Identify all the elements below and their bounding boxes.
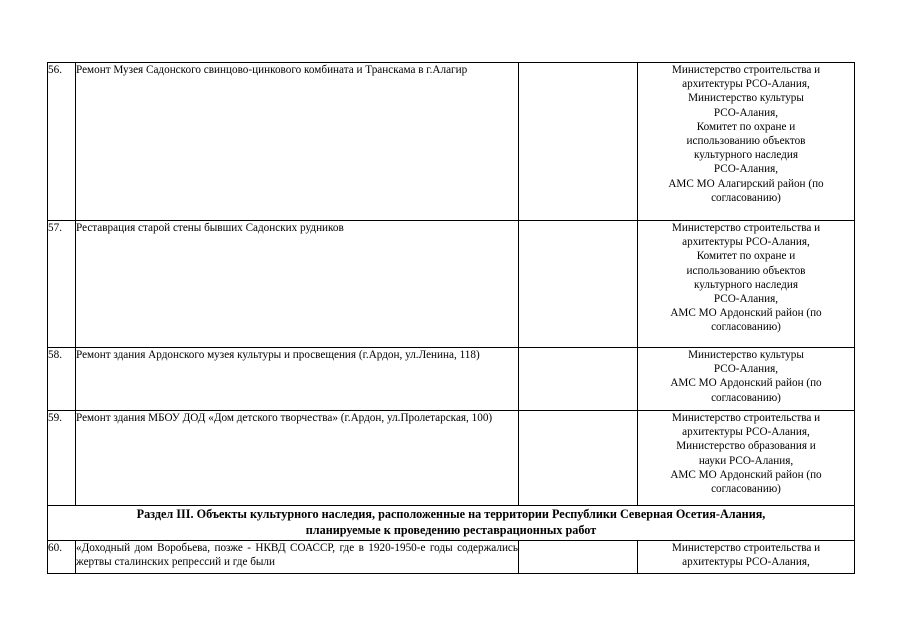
- empty-cell: [519, 541, 638, 574]
- empty-cell: [519, 348, 638, 411]
- section-title-line: планируемые к проведению реставрационных работ: [305, 522, 597, 537]
- table-row: [48, 411, 855, 506]
- responsible-cell: [638, 221, 855, 348]
- row-number: 57.: [48, 221, 76, 348]
- responsible-line: культурного наследия: [694, 278, 798, 291]
- responsible-line: Министерство строительства и: [671, 412, 821, 424]
- responsible-line: использованию объектов: [686, 264, 806, 277]
- responsible-cell: [638, 348, 855, 411]
- responsible-line: Министерство культуры: [688, 349, 804, 361]
- responsible-line: Министерство строительства и: [671, 222, 821, 234]
- row-number: 58.: [48, 348, 76, 411]
- responsible-line: АМС МО Ардонский район (по: [670, 377, 822, 390]
- responsible-line: согласованию): [711, 321, 781, 334]
- section-title-line: Раздел III. Объекты культурного наследия, расположенные на территории Республики Северная Осетия-Алания,: [136, 507, 766, 521]
- object-name: Ремонт Музея Садонского свинцово-цинкового комбината и Транскама в г.Алагир: [76, 63, 519, 221]
- responsible-line: культурного наследия: [694, 149, 798, 162]
- responsible-line: использованию объектов: [686, 135, 806, 148]
- empty-cell: [519, 411, 638, 506]
- responsible-line: Комитет по охране и: [696, 120, 796, 133]
- document-table: [47, 62, 855, 574]
- section-header-row: [48, 506, 855, 541]
- responsible-line: согласованию): [711, 391, 781, 404]
- responsible-line: РСО-Алания,: [713, 293, 779, 306]
- responsible-line: АМС МО Ардонский район (по: [670, 468, 822, 481]
- responsible-line: науки РСО-Алания,: [698, 454, 794, 467]
- empty-cell: [519, 221, 638, 348]
- responsible-cell: [638, 541, 855, 574]
- object-name: «Доходный дом Воробьева, позже - НКВД СОАССР, где в 1920-1950-е годы содержались жертвы сталинских репрессий и где были: [76, 541, 519, 574]
- responsible-line: архитектуры РСО-Алания,: [682, 236, 810, 249]
- responsible-line: Министерство строительства и: [671, 64, 821, 76]
- table-row: [48, 541, 855, 574]
- section-header: [48, 506, 855, 541]
- responsible-line: Комитет по охране и: [696, 250, 796, 263]
- object-name: Реставрация старой стены бывших Садонских рудников: [76, 221, 519, 348]
- empty-cell: [519, 63, 638, 221]
- responsible-cell: [638, 411, 855, 506]
- responsible-line: согласованию): [711, 191, 781, 204]
- responsible-line: согласованию): [711, 483, 781, 496]
- object-name: Ремонт здания Ардонского музея культуры и просвещения (г.Ардон, ул.Ленина, 118): [76, 348, 519, 411]
- responsible-line: архитектуры РСО-Алания,: [682, 426, 810, 439]
- table-row: [48, 221, 855, 348]
- row-number: 60.: [48, 541, 76, 574]
- object-name: Ремонт здания МБОУ ДОД «Дом детского творчества» (г.Ардон, ул.Пролетарская, 100): [76, 411, 519, 506]
- responsible-line: РСО-Алания,: [713, 163, 779, 176]
- table-row: [48, 63, 855, 221]
- responsible-line: РСО-Алания,: [713, 106, 779, 119]
- responsible-line: архитектуры РСО-Алания,: [682, 556, 810, 569]
- responsible-line: Министерство культуры: [688, 92, 804, 105]
- responsible-line: АМС МО Алагирский район (по: [668, 177, 824, 190]
- responsible-line: Министерство образования и: [676, 440, 816, 453]
- responsible-line: Министерство строительства и: [671, 542, 821, 554]
- table-row: [48, 348, 855, 411]
- responsible-line: архитектуры РСО-Алания,: [682, 78, 810, 91]
- responsible-line: РСО-Алания,: [713, 363, 779, 376]
- responsible-line: АМС МО Ардонский район (по: [670, 307, 822, 320]
- responsible-cell: [638, 63, 855, 221]
- row-number: 59.: [48, 411, 76, 506]
- row-number: 56.: [48, 63, 76, 221]
